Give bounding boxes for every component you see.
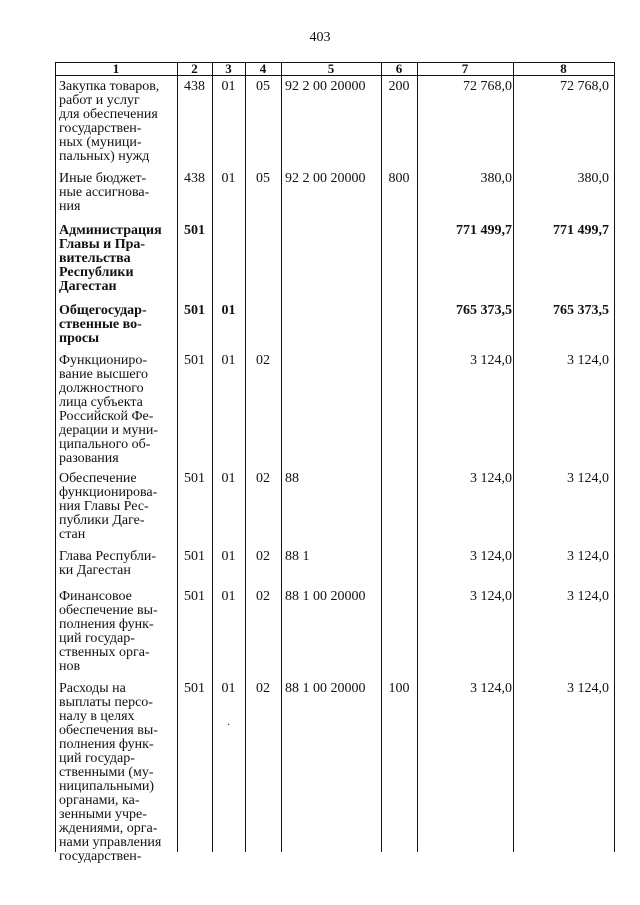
- budget-table: [55, 61, 615, 864]
- header-col-7: 7: [461, 61, 469, 76]
- cell-amount-7: 3 124,0: [470, 471, 512, 486]
- col-border: [55, 62, 56, 852]
- cell-expense-type: 200: [388, 79, 410, 94]
- cell-amount-7: 3 124,0: [470, 353, 512, 368]
- cell-section: 01: [221, 471, 236, 486]
- cell-section: 01: [221, 171, 236, 186]
- cell-section: 01: [221, 353, 236, 368]
- header-col-8: 8: [560, 61, 567, 76]
- cell-target: 88 1 00 20000: [285, 681, 366, 696]
- col-border: [614, 62, 615, 852]
- cell-admin: 501: [184, 681, 205, 696]
- row-name: Обеспечение функционирова- ния Главы Рес- публики Даге- стан: [59, 471, 158, 542]
- header-col-3: 3: [225, 61, 232, 76]
- header-col-4: 4: [259, 61, 267, 76]
- cell-admin: 501: [184, 223, 205, 238]
- header-col-6: 6: [395, 61, 403, 76]
- cell-amount-8: 72 768,0: [560, 79, 609, 94]
- cell-section: 01: [221, 589, 236, 604]
- cell-target: 92 2 00 20000: [285, 171, 366, 186]
- cell-amount-8: 3 124,0: [567, 589, 609, 604]
- cell-admin: 438: [184, 79, 205, 94]
- header-col-1: 1: [112, 61, 120, 76]
- cell-subsection: 02: [256, 549, 270, 564]
- cell-expense-type: 800: [388, 171, 410, 186]
- cell-subsection: 02: [256, 471, 270, 486]
- cell-target: 88: [285, 471, 299, 486]
- scan-speck: ·: [227, 720, 231, 731]
- cell-subsection: 05: [256, 79, 270, 94]
- cell-admin: 501: [184, 303, 205, 318]
- cell-amount-8: 380,0: [577, 171, 609, 186]
- cell-subsection: 02: [256, 681, 270, 696]
- cell-amount-8: 765 373,5: [553, 303, 609, 318]
- cell-amount-8: 3 124,0: [567, 681, 609, 696]
- col-border: [281, 62, 282, 852]
- cell-subsection: 05: [256, 171, 270, 186]
- cell-section: 01: [221, 303, 236, 318]
- page-number: 403: [309, 30, 331, 45]
- cell-amount-8: 3 124,0: [567, 549, 609, 564]
- cell-subsection: 02: [256, 353, 270, 368]
- cell-amount-7: 3 124,0: [470, 681, 512, 696]
- cell-target: 92 2 00 20000: [285, 79, 366, 94]
- header-col-2: 2: [191, 61, 198, 76]
- row-name: Финансовое обеспечение вы- полнения функ- ций государ- ственных орга- нов: [59, 589, 158, 674]
- row-name: Иные бюджет- ные ассигнова- ния: [59, 171, 150, 214]
- cell-admin: 501: [184, 353, 205, 368]
- cell-admin: 501: [184, 589, 205, 604]
- cell-target: 88 1 00 20000: [285, 589, 366, 604]
- row-name: Расходы на выплаты персо- налу в целях обеспечения вы- полнения функ- ций государ- ственными (му- ниципальными) органами, ка- зенными учре- ждениями, орга- нами управления государствен-: [59, 681, 162, 864]
- cell-amount-7: 771 499,7: [456, 223, 512, 238]
- row-name: Функциониро- вание высшего должностного лица субъекта Российской Фе- дерации и муни- ципального об- разования: [59, 353, 159, 466]
- cell-amount-7: 3 124,0: [470, 549, 512, 564]
- row-name: Общегосудар- ственные во- просы: [59, 303, 147, 346]
- cell-admin: 438: [184, 171, 205, 186]
- cell-amount-7: 765 373,5: [456, 303, 512, 318]
- row-name: Администрация Главы и Пра- вительства Республики Дагестан: [59, 223, 162, 294]
- cell-admin: 501: [184, 549, 205, 564]
- cell-section: 01: [221, 79, 236, 94]
- cell-subsection: 02: [256, 589, 270, 604]
- header-col-5: 5: [327, 61, 335, 76]
- cell-expense-type: 100: [388, 681, 410, 696]
- cell-amount-7: 72 768,0: [463, 79, 512, 94]
- cell-section: 01: [221, 681, 236, 696]
- cell-section: 01: [221, 549, 236, 564]
- cell-target: 88 1: [285, 549, 310, 564]
- cell-amount-7: 3 124,0: [470, 589, 512, 604]
- cell-admin: 501: [184, 471, 205, 486]
- cell-amount-8: 3 124,0: [567, 353, 609, 368]
- cell-amount-8: 771 499,7: [553, 223, 609, 238]
- row-name: Закупка товаров, работ и услуг для обеспечения государствен- ных (муници- пальных) нужд: [59, 79, 160, 164]
- cell-amount-8: 3 124,0: [567, 471, 609, 486]
- cell-amount-7: 380,0: [480, 171, 512, 186]
- row-name: Глава Республи- ки Дагестан: [59, 549, 156, 578]
